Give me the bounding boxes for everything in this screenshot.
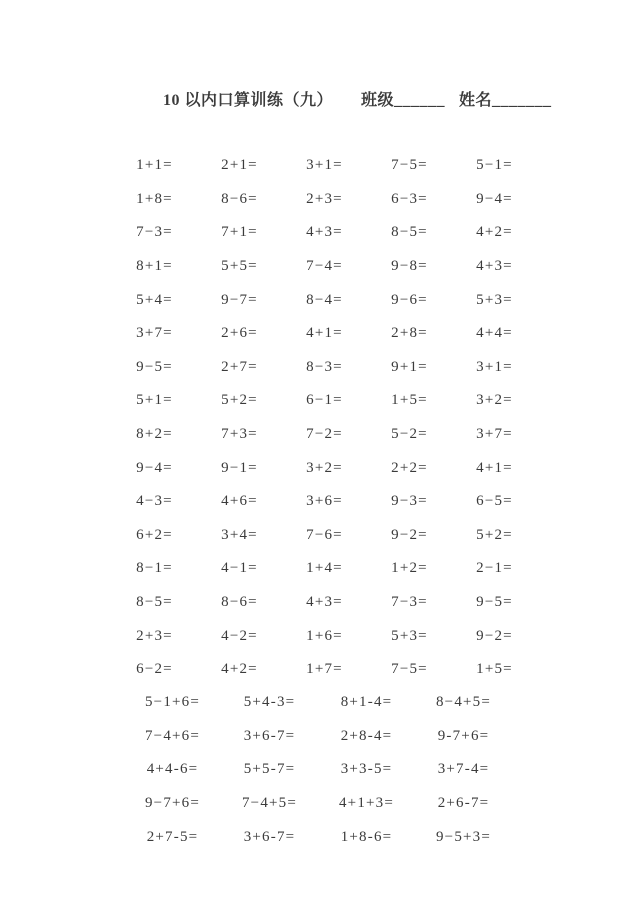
problem-cell: 2+8-4= [340,727,393,744]
problem-cell: 5+2= [476,526,513,543]
problem-cell: 4+1+3= [338,795,395,812]
problem-cell: 2+3= [306,190,343,207]
problem-cell: 9−2= [391,526,428,543]
problem-cell: 7−4= [306,258,343,275]
problem-cell: 3+6-7= [243,828,296,845]
problem-cell: 6−2= [136,661,173,678]
problem-cell: 7+3= [221,426,258,443]
problem-cell: 9−5+3= [435,828,492,845]
problem-cell: 4+2= [476,224,513,241]
problem-cell: 3+3-5= [340,761,393,778]
problem-cell: 9−3= [391,493,428,510]
problem-cell: 4+3= [306,594,343,611]
problem-cell: 8+1-4= [340,694,393,711]
problem-cell: 9−5= [476,594,513,611]
problem-cell: 4−3= [136,493,173,510]
problem-cell: 4+3= [476,258,513,275]
problem-cell: 2+7-5= [146,828,199,845]
problem-cell: 9−6= [391,291,428,308]
problem-cell: 5+3= [476,291,513,308]
problem-cell: 7−3= [391,594,428,611]
problem-cell: 5+5-7= [243,761,296,778]
problem-cell: 8+1= [136,258,173,275]
problem-cell: 7+1= [221,224,258,241]
problem-cell: 2+1= [221,157,258,174]
problem-cell: 4+4= [476,325,513,342]
class-field-label: 班级______ [361,92,446,109]
problem-cell: 4−1= [221,560,258,577]
problem-cell: 5+3= [391,627,428,644]
page-title: 10 以内口算训练（九） [163,92,334,109]
problem-cell: 1+4= [306,560,343,577]
problem-cell: 5−2= [391,426,428,443]
problem-cell: 1+5= [476,661,513,678]
problem-cell: 8−3= [306,358,343,375]
problem-cell: 5+4= [136,291,173,308]
problem-cell: 4+1= [306,325,343,342]
problem-cell: 6+2= [136,526,173,543]
problem-cell: 6−3= [391,190,428,207]
problem-cell: 7−4+5= [241,795,298,812]
problem-cell: 4+3= [306,224,343,241]
problem-cell: 3+1= [306,157,343,174]
problem-cell: 4+6= [221,493,258,510]
problem-cell: 9−7+6= [144,795,201,812]
problem-cell: 3+7= [476,426,513,443]
problem-cell: 4+2= [221,661,258,678]
problem-cell: 8+2= [136,426,173,443]
problem-cell: 2+3= [136,627,173,644]
problem-cell: 2+8= [391,325,428,342]
problem-cell: 5+2= [221,392,258,409]
problem-cell: 9−4= [136,459,173,476]
problem-cell: 3+4= [221,526,258,543]
problem-cell: 5+1= [136,392,173,409]
problem-cell: 3+7= [136,325,173,342]
problem-cell: 8−4= [306,291,343,308]
problem-cell: 8−5= [391,224,428,241]
problem-cell: 1+7= [306,661,343,678]
problem-cell: 1+8= [136,190,173,207]
problem-cell: 2+6-7= [437,795,490,812]
problem-cell: 3+2= [476,392,513,409]
problem-cell: 3+7-4= [437,761,490,778]
problem-cell: 8−4+5= [435,694,492,711]
problem-cell: 1+2= [391,560,428,577]
problem-cell: 8−6= [221,190,258,207]
problem-cell: 6−5= [476,493,513,510]
problem-cell: 9−1= [221,459,258,476]
problem-cell: 8−1= [136,560,173,577]
problem-cell: 6−1= [306,392,343,409]
problem-cell: 7−6= [306,526,343,543]
worksheet-header [163,87,640,110]
problem-cell: 9−5= [136,358,173,375]
problem-cell: 4−2= [221,627,258,644]
problem-cell: 7−2= [306,426,343,443]
problem-cell: 7−5= [391,661,428,678]
problem-cell: 4+4-6= [146,761,199,778]
problem-cell: 2+6= [221,325,258,342]
problem-cell: 7−4+6= [144,727,201,744]
problem-cell: 7−5= [391,157,428,174]
problem-cell: 9-7+6= [437,727,490,744]
problem-cell: 4+1= [476,459,513,476]
problem-cell: 9−2= [476,627,513,644]
three-term-problem-grid [124,686,512,854]
problem-cell: 9+1= [391,358,428,375]
problem-cell: 3+6-7= [243,727,296,744]
problem-cell: 2−1= [476,560,513,577]
problem-cell: 3+1= [476,358,513,375]
problem-cell: 2+2= [391,459,428,476]
problem-cell: 3+2= [306,459,343,476]
problem-cell: 5−1+6= [144,694,201,711]
problem-cell: 1+8-6= [340,828,393,845]
problem-cell: 9−4= [476,190,513,207]
problem-cell: 5−1= [476,157,513,174]
problem-cell: 9−8= [391,258,428,275]
problem-cell: 8−5= [136,594,173,611]
problem-cell: 3+6= [306,493,343,510]
two-term-problem-grid [112,149,537,687]
problem-cell: 1+6= [306,627,343,644]
problem-cell: 9−7= [221,291,258,308]
problem-cell: 1+1= [136,157,173,174]
problem-cell: 8−6= [221,594,258,611]
problem-cell: 5+4-3= [243,694,296,711]
problem-cell: 7−3= [136,224,173,241]
problem-cell: 1+5= [391,392,428,409]
problem-cell: 2+7= [221,358,258,375]
name-field-label: 姓名_______ [459,92,552,109]
problem-cell: 5+5= [221,258,258,275]
